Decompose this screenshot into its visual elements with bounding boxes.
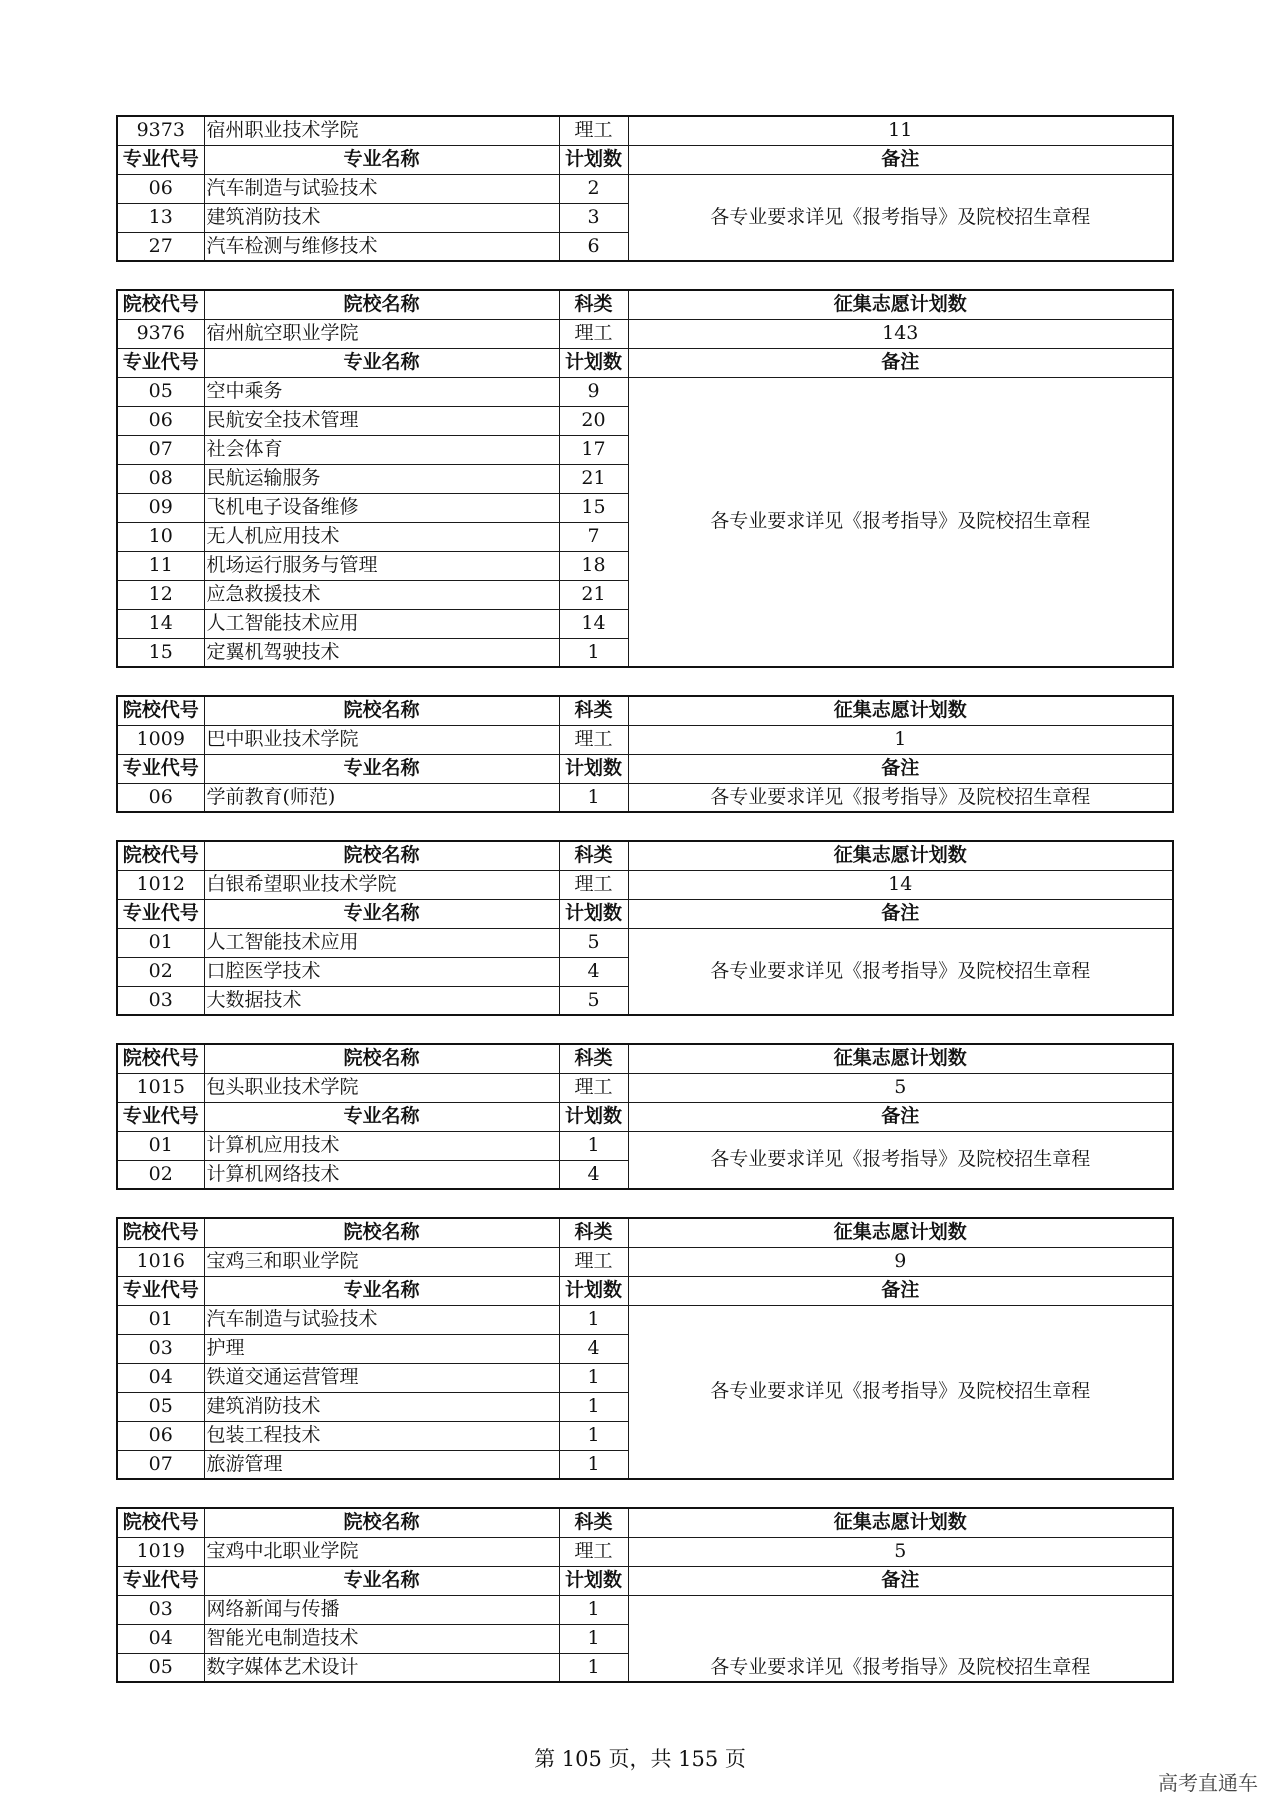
major-code: 12 [117,580,204,609]
major-header-name: 专业名称 [204,1276,559,1305]
school-plan-count: 5 [628,1537,1173,1566]
major-name: 民航安全技术管理 [204,406,559,435]
page-number: 第 105 页，共 155 页 [534,1747,746,1771]
major-header-note: 备注 [628,1276,1173,1305]
major-header-name: 专业名称 [204,1566,559,1595]
major-name: 旅游管理 [204,1450,559,1479]
major-count: 4 [559,1334,628,1363]
major-code: 05 [117,377,204,406]
school-name: 巴中职业技术学院 [204,725,559,754]
major-header-note: 备注 [628,1566,1173,1595]
major-code: 08 [117,464,204,493]
major-code: 11 [117,551,204,580]
major-code: 10 [117,522,204,551]
major-count: 1 [559,1363,628,1392]
major-header-count: 计划数 [559,1102,628,1131]
school-block [116,1043,1174,1190]
school-block [116,115,1174,262]
major-header-code: 专业代号 [117,754,204,783]
major-name: 大数据技术 [204,986,559,1015]
table-row [117,1305,1173,1334]
school-header-code: 院校代号 [117,696,204,725]
school-code: 1015 [117,1073,204,1102]
major-name: 建筑消防技术 [204,1392,559,1421]
table-row [117,1131,1173,1160]
major-count: 21 [559,580,628,609]
school-name: 包头职业技术学院 [204,1073,559,1102]
major-header-count: 计划数 [559,754,628,783]
school-block [116,289,1174,668]
school-name: 宝鸡中北职业学院 [204,1537,559,1566]
school-code: 9373 [117,116,204,145]
major-note: 各专业要求详见《报考指导》及院校招生章程 [628,377,1173,667]
admission-plan-tables [116,115,1172,1710]
major-count: 17 [559,435,628,464]
major-code: 01 [117,1131,204,1160]
school-code: 1009 [117,725,204,754]
major-name: 无人机应用技术 [204,522,559,551]
major-count: 7 [559,522,628,551]
school-header-category: 科类 [559,696,628,725]
table-row [117,783,1173,812]
school-plan-count: 14 [628,870,1173,899]
major-name: 计算机应用技术 [204,1131,559,1160]
major-count: 1 [559,1392,628,1421]
major-header-note: 备注 [628,899,1173,928]
school-header-row [117,1508,1173,1537]
school-header-plan: 征集志愿计划数 [628,841,1173,870]
school-name: 宝鸡三和职业学院 [204,1247,559,1276]
major-header-code: 专业代号 [117,1102,204,1131]
major-header-row [117,1102,1173,1131]
major-code: 15 [117,638,204,667]
major-name: 机场运行服务与管理 [204,551,559,580]
major-code: 13 [117,203,204,232]
school-plan-count: 143 [628,319,1173,348]
major-header-note: 备注 [628,145,1173,174]
major-header-name: 专业名称 [204,145,559,174]
school-block [116,695,1174,813]
school-code: 1012 [117,870,204,899]
school-header-name: 院校名称 [204,1218,559,1247]
major-count: 1 [559,1624,628,1653]
school-header-row [117,1044,1173,1073]
school-plan-count: 5 [628,1073,1173,1102]
major-count: 3 [559,203,628,232]
school-name: 白银希望职业技术学院 [204,870,559,899]
school-header-name: 院校名称 [204,1508,559,1537]
major-name: 包装工程技术 [204,1421,559,1450]
major-header-code: 专业代号 [117,1276,204,1305]
school-header-plan: 征集志愿计划数 [628,1044,1173,1073]
major-header-name: 专业名称 [204,754,559,783]
school-header-name: 院校名称 [204,841,559,870]
major-code: 02 [117,957,204,986]
school-plan-count: 1 [628,725,1173,754]
table-row [117,1595,1173,1624]
major-count: 5 [559,928,628,957]
school-header-category: 科类 [559,290,628,319]
major-header-row [117,348,1173,377]
major-header-row [117,145,1173,174]
major-code: 27 [117,232,204,261]
school-header-plan: 征集志愿计划数 [628,1508,1173,1537]
major-note: 各专业要求详见《报考指导》及院校招生章程 [628,1595,1173,1682]
major-header-row [117,1566,1173,1595]
major-name: 智能光电制造技术 [204,1624,559,1653]
major-name: 定翼机驾驶技术 [204,638,559,667]
school-header-row [117,290,1173,319]
school-category: 理工 [559,1537,628,1566]
major-name: 护理 [204,1334,559,1363]
major-count: 1 [559,1131,628,1160]
school-block [116,1217,1174,1480]
school-header-name: 院校名称 [204,1044,559,1073]
school-header-name: 院校名称 [204,290,559,319]
watermark: 高考直通车 [1158,1771,1258,1795]
school-block [116,1507,1174,1683]
major-name: 建筑消防技术 [204,203,559,232]
school-category: 理工 [559,870,628,899]
table-row [117,377,1173,406]
school-row [117,725,1173,754]
major-name: 应急救援技术 [204,580,559,609]
major-header-count: 计划数 [559,1566,628,1595]
major-header-name: 专业名称 [204,899,559,928]
major-name: 飞机电子设备维修 [204,493,559,522]
major-name: 学前教育(师范) [204,783,559,812]
school-code: 9376 [117,319,204,348]
school-header-plan: 征集志愿计划数 [628,696,1173,725]
major-header-note: 备注 [628,348,1173,377]
school-row [117,1537,1173,1566]
major-note: 各专业要求详见《报考指导》及院校招生章程 [628,174,1173,261]
major-count: 1 [559,783,628,812]
major-count: 4 [559,957,628,986]
school-category: 理工 [559,1073,628,1102]
school-header-code: 院校代号 [117,1508,204,1537]
school-row [117,1247,1173,1276]
major-code: 04 [117,1363,204,1392]
school-name: 宿州职业技术学院 [204,116,559,145]
school-header-code: 院校代号 [117,290,204,319]
school-header-row [117,1218,1173,1247]
major-name: 铁道交通运营管理 [204,1363,559,1392]
major-code: 06 [117,783,204,812]
major-count: 14 [559,609,628,638]
major-note: 各专业要求详见《报考指导》及院校招生章程 [628,1305,1173,1479]
major-header-code: 专业代号 [117,348,204,377]
school-header-code: 院校代号 [117,1044,204,1073]
major-code: 06 [117,1421,204,1450]
major-count: 5 [559,986,628,1015]
school-header-category: 科类 [559,841,628,870]
major-header-count: 计划数 [559,899,628,928]
school-header-name: 院校名称 [204,696,559,725]
school-category: 理工 [559,725,628,754]
major-count: 18 [559,551,628,580]
major-note: 各专业要求详见《报考指导》及院校招生章程 [628,928,1173,1015]
major-header-count: 计划数 [559,348,628,377]
major-header-code: 专业代号 [117,145,204,174]
major-count: 9 [559,377,628,406]
major-note: 各专业要求详见《报考指导》及院校招生章程 [628,783,1173,812]
table-row [117,174,1173,203]
major-code: 01 [117,928,204,957]
major-header-note: 备注 [628,754,1173,783]
school-row [117,116,1173,145]
school-code: 1016 [117,1247,204,1276]
major-name: 汽车制造与试验技术 [204,1305,559,1334]
major-header-count: 计划数 [559,1276,628,1305]
school-header-plan: 征集志愿计划数 [628,1218,1173,1247]
school-header-code: 院校代号 [117,1218,204,1247]
major-name: 口腔医学技术 [204,957,559,986]
school-header-category: 科类 [559,1508,628,1537]
major-count: 4 [559,1160,628,1189]
major-note: 各专业要求详见《报考指导》及院校招生章程 [628,1131,1173,1189]
major-name: 计算机网络技术 [204,1160,559,1189]
major-code: 05 [117,1653,204,1682]
major-code: 14 [117,609,204,638]
school-header-row [117,841,1173,870]
major-code: 06 [117,174,204,203]
major-name: 社会体育 [204,435,559,464]
major-name: 人工智能技术应用 [204,928,559,957]
major-name: 汽车制造与试验技术 [204,174,559,203]
major-name: 汽车检测与维修技术 [204,232,559,261]
school-category: 理工 [559,319,628,348]
major-count: 1 [559,1653,628,1682]
major-code: 03 [117,1334,204,1363]
major-count: 1 [559,1595,628,1624]
major-header-name: 专业名称 [204,1102,559,1131]
major-count: 15 [559,493,628,522]
major-code: 03 [117,986,204,1015]
school-header-code: 院校代号 [117,841,204,870]
major-count: 6 [559,232,628,261]
major-code: 09 [117,493,204,522]
school-category: 理工 [559,1247,628,1276]
major-code: 01 [117,1305,204,1334]
major-header-code: 专业代号 [117,1566,204,1595]
major-name: 数字媒体艺术设计 [204,1653,559,1682]
major-header-count: 计划数 [559,145,628,174]
major-name: 网络新闻与传播 [204,1595,559,1624]
school-header-row [117,696,1173,725]
major-count: 1 [559,638,628,667]
major-name: 民航运输服务 [204,464,559,493]
major-code: 04 [117,1624,204,1653]
school-row [117,319,1173,348]
school-block [116,840,1174,1016]
major-code: 02 [117,1160,204,1189]
major-header-name: 专业名称 [204,348,559,377]
school-category: 理工 [559,116,628,145]
school-plan-count: 9 [628,1247,1173,1276]
major-count: 20 [559,406,628,435]
major-count: 1 [559,1305,628,1334]
major-header-row [117,899,1173,928]
school-plan-count: 11 [628,116,1173,145]
school-name: 宿州航空职业学院 [204,319,559,348]
school-header-category: 科类 [559,1044,628,1073]
table-row [117,928,1173,957]
school-header-category: 科类 [559,1218,628,1247]
school-code: 1019 [117,1537,204,1566]
major-count: 1 [559,1450,628,1479]
major-header-row [117,1276,1173,1305]
major-code: 06 [117,406,204,435]
major-header-note: 备注 [628,1102,1173,1131]
major-count: 2 [559,174,628,203]
school-row [117,1073,1173,1102]
school-row [117,870,1173,899]
major-code: 05 [117,1392,204,1421]
major-header-code: 专业代号 [117,899,204,928]
major-name: 空中乘务 [204,377,559,406]
major-code: 03 [117,1595,204,1624]
major-code: 07 [117,435,204,464]
school-header-plan: 征集志愿计划数 [628,290,1173,319]
major-count: 1 [559,1421,628,1450]
major-name: 人工智能技术应用 [204,609,559,638]
major-count: 21 [559,464,628,493]
major-header-row [117,754,1173,783]
major-code: 07 [117,1450,204,1479]
